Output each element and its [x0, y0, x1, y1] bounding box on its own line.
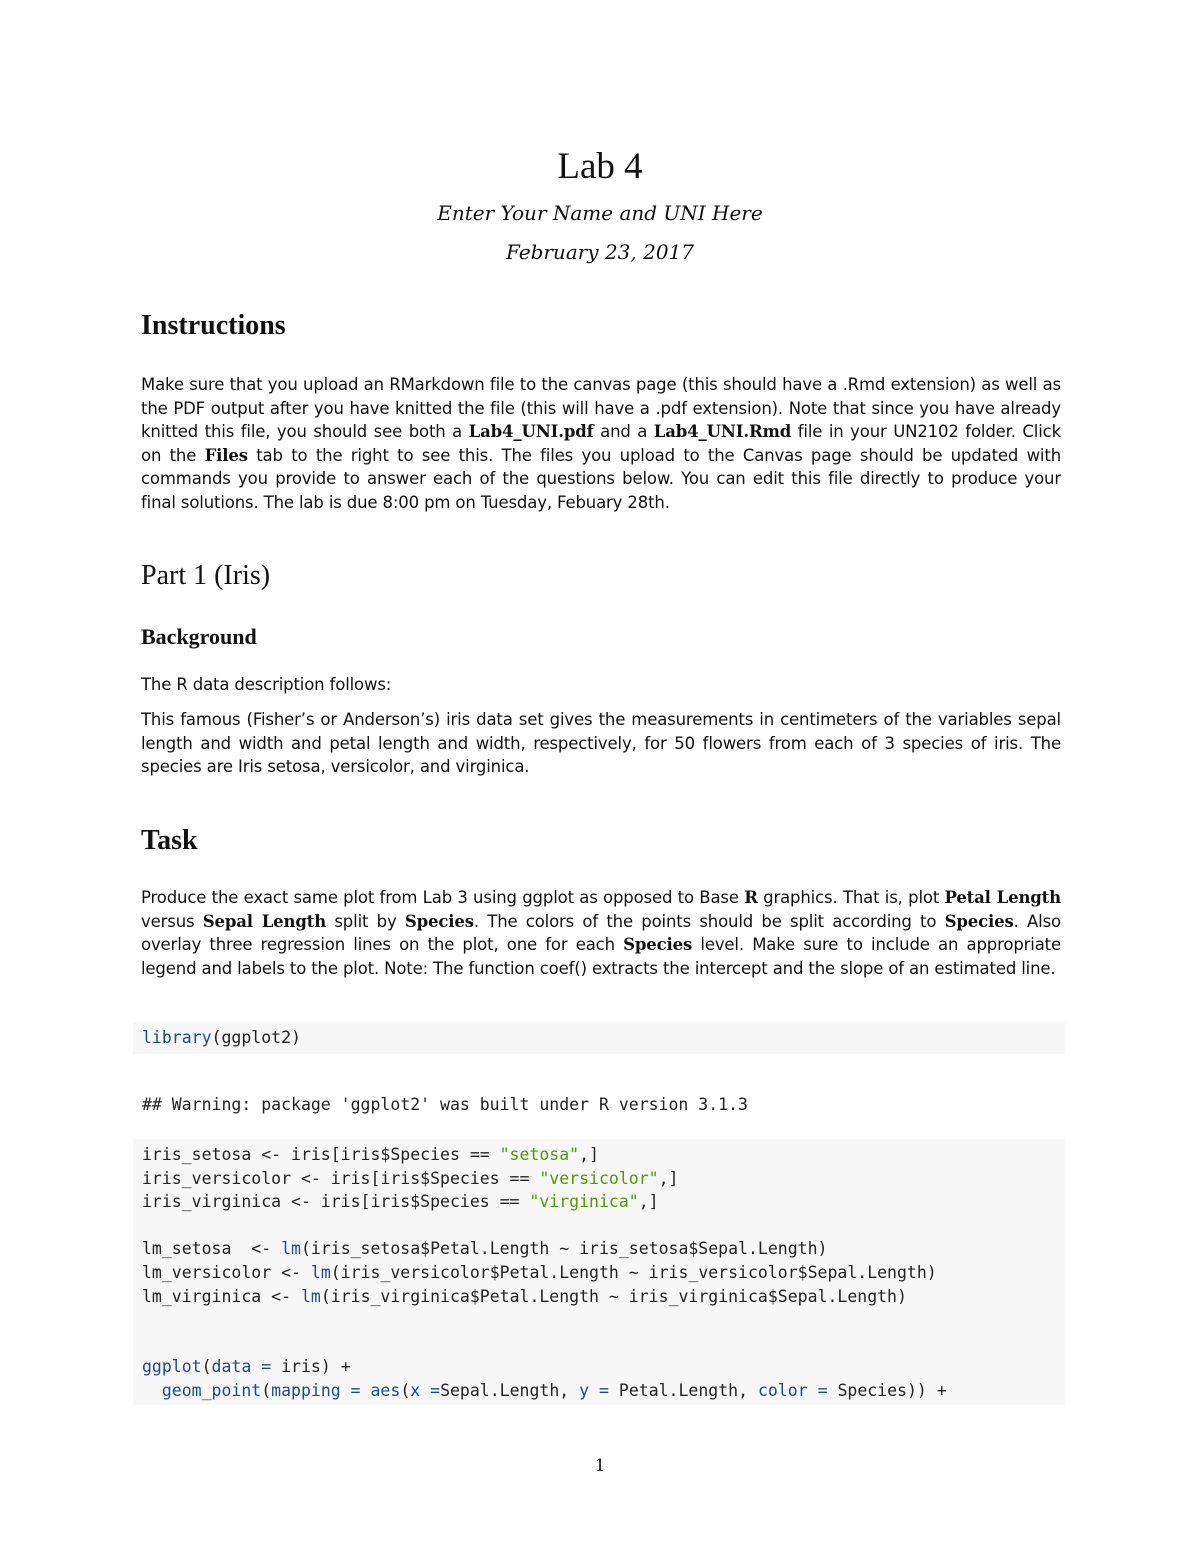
rmd-filename: Lab4_UNI.Rmd — [653, 422, 792, 442]
pdf-filename: Lab4_UNI.pdf — [468, 422, 594, 442]
task-paragraph: Produce the exact same plot from Lab 3 using ggplot as opposed to Base R graphics. That is, plot Petal Length versus Sepal Length split by Species. The colors of the points should be split according to Species. Also overlay three regression lines on the plot, one for each Species level. Make sure to include an appropriate legend and labels to the plot. Note: The function coef() extracts the intercept and the slope of an estimated line. — [141, 888, 1061, 978]
code-block-main: iris_setosa <- iris[iris$Species == "setosa",] iris_versicolor <- iris[iris$Species == "versicolor",] iris_virginica <- iris[iris$Species == "virginica",] lm_setosa <- lm(iris_setosa$Petal.Length ~ iris_setosa$Sepal.Length) lm_versicolor <- lm(iris_versicolor$Petal.Length ~ iris_versicolor$Sepal.Length) lm_virginica <- lm(iris_virginica$Petal.Length ~ iris_virginica$Sepal.Length) ggplot(data = iris) + geom_point(mapping = aes(x =Sepal.Length, y = Petal.Length, color = Species)) + — [133, 1139, 1065, 1405]
instructions-heading: Instructions — [141, 310, 286, 341]
author-line: Enter Your Name and UNI Here — [437, 201, 763, 225]
code-block-library: library(ggplot2) — [133, 1022, 1065, 1054]
task-section — [141, 825, 1061, 857]
files-tab-label: Files — [204, 445, 248, 465]
background-intro — [141, 673, 1061, 697]
background-heading: Background — [141, 624, 257, 649]
part1-section — [141, 560, 1061, 592]
task-body — [141, 886, 1061, 980]
iris-description: This famous (Fisher’s or Anderson’s) iris data set gives the measurements in centimeters of the variables sepal length and width and petal length and width, respectively, for 50 flowers from each of 3 species of iris. The species are Iris setosa, versicolor, and virginica. — [141, 710, 1061, 777]
part1-heading: Part 1 (Iris) — [141, 560, 271, 591]
page-title: Lab 4 — [557, 146, 643, 187]
page-number: 1 — [594, 1456, 606, 1476]
background-body — [141, 708, 1061, 779]
instructions-paragraph: Make sure that you upload an RMarkdown file to the canvas page (this should have a .Rmd extension) as well as the PDF output after you have knitted the file (this will have a .pdf extension). Note that since you have already knitted this file, you should see both a Lab4_UNI.pdf and a Lab4_UNI.Rmd file in your UN2102 folder. Click on the Files tab to the right to see this. The files you upload to the Canvas page should be updated with commands you provide to answer each of the questions below. You can edit this file directly to produce your final solutions. The lab is due 8:00 pm on Tuesday, Febuary 28th. — [141, 375, 1061, 512]
date-line: February 23, 2017 — [505, 240, 695, 264]
instructions-section — [141, 310, 1061, 342]
data-description-intro: The R data description follows: — [141, 675, 392, 694]
background-subsection — [141, 624, 1061, 650]
task-heading: Task — [141, 825, 198, 856]
warning-output: ## Warning: package 'ggplot2' was built under R version 3.1.3 — [142, 1095, 748, 1114]
instructions-body — [141, 373, 1061, 515]
